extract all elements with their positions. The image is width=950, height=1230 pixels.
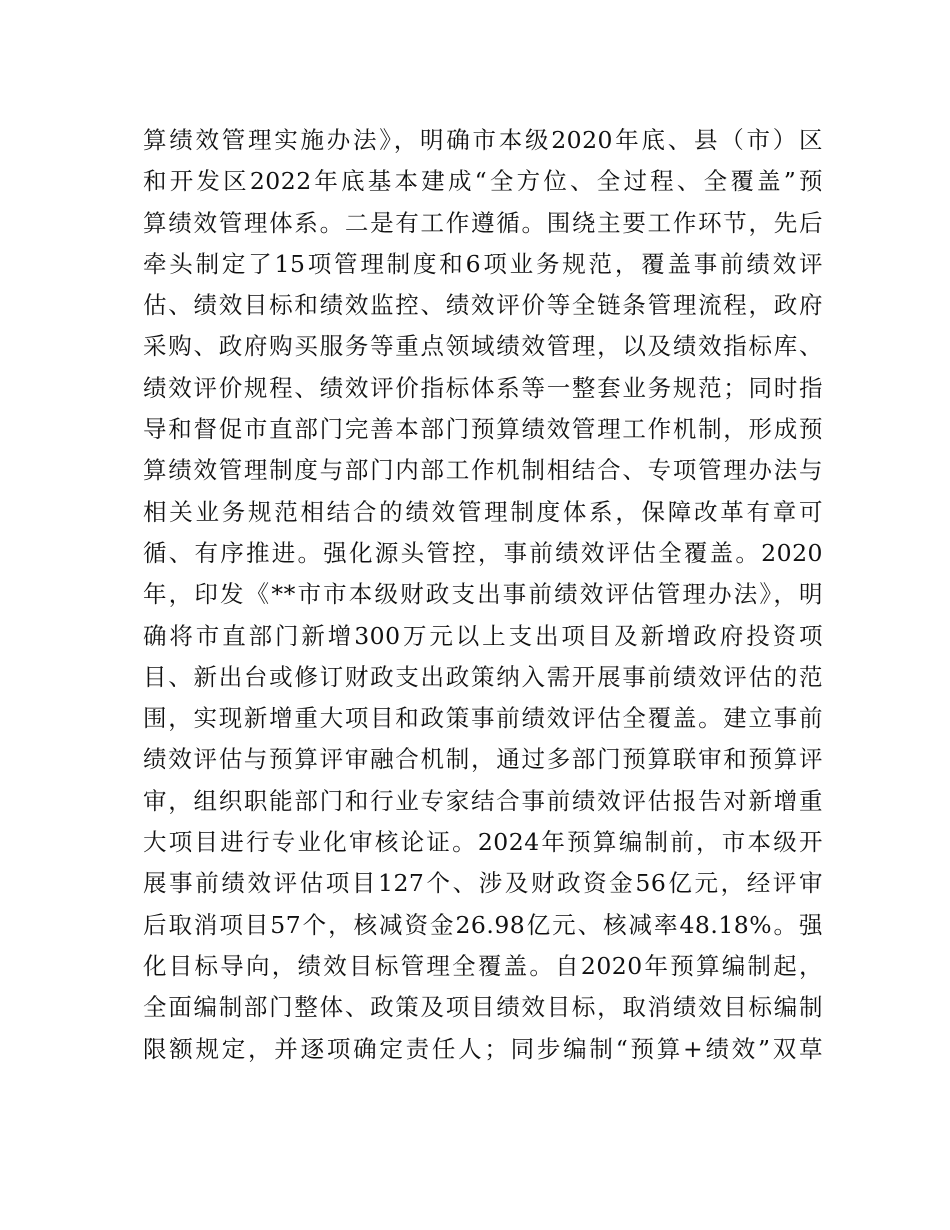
- text-line: 确将市直部门新增300万元以上支出项目及新增政府投资项: [143, 621, 823, 650]
- text-line: 后取消项目57个，核减资金26.98亿元、核减率48.18%。强: [143, 910, 823, 939]
- text-line: 估、绩效目标和绩效监控、绩效评价等全链条管理流程，政府: [143, 291, 823, 320]
- text-line: 算绩效管理体系。二是有工作遵循。围绕主要工作环节，先后: [143, 208, 823, 237]
- text-line: 展事前绩效评估项目127个、涉及财政资金56亿元，经评审: [143, 869, 823, 898]
- text-line: 全面编制部门整体、政策及项目绩效目标，取消绩效目标编制: [143, 993, 823, 1022]
- text-line: 算绩效管理制度与部门内部工作机制相结合、专项管理办法与: [143, 456, 823, 485]
- text-line: 算绩效管理实施办法》，明确市本级2020年底、县（市）区: [143, 126, 823, 154]
- text-line: 围，实现新增重大项目和政策事前绩效评估全覆盖。建立事前: [143, 704, 823, 733]
- text-line: 绩效评价规程、绩效评价指标体系等一整套业务规范；同时指: [143, 373, 823, 402]
- text-line: 循、有序推进。强化源头管控，事前绩效评估全覆盖。2020: [143, 538, 823, 567]
- text-line: 限额规定，并逐项确定责任人；同步编制“预算+绩效”双草: [143, 1034, 823, 1063]
- text-line: 牵头制定了15项管理制度和6项业务规范，覆盖事前绩效评: [143, 249, 823, 278]
- text-line: 化目标导向，绩效目标管理全覆盖。自2020年预算编制起，: [143, 951, 823, 980]
- text-line: 目、新出台或修订财政支出政策纳入需开展事前绩效评估的范: [143, 662, 823, 691]
- text-line: 大项目进行专业化审核论证。2024年预算编制前，市本级开: [143, 828, 823, 857]
- text-line: 采购、政府购买服务等重点领域绩效管理，以及绩效指标库、: [143, 332, 823, 361]
- text-line: 年，印发《**市市本级财政支出事前绩效评估管理办法》，明: [143, 580, 823, 609]
- text-line: 相关业务规范相结合的绩效管理制度体系，保障改革有章可: [143, 497, 823, 526]
- text-line: 审，组织职能部门和行业专家结合事前绩效评估报告对新增重: [143, 786, 823, 815]
- text-line: 导和督促市直部门完善本部门预算绩效管理工作机制，形成预: [143, 415, 823, 444]
- text-line: 绩效评估与预算评审融合机制，通过多部门预算联审和预算评: [143, 745, 823, 774]
- text-line: 和开发区2022年底基本建成“全方位、全过程、全覆盖”预: [143, 167, 823, 196]
- body-paragraph: [143, 120, 823, 1070]
